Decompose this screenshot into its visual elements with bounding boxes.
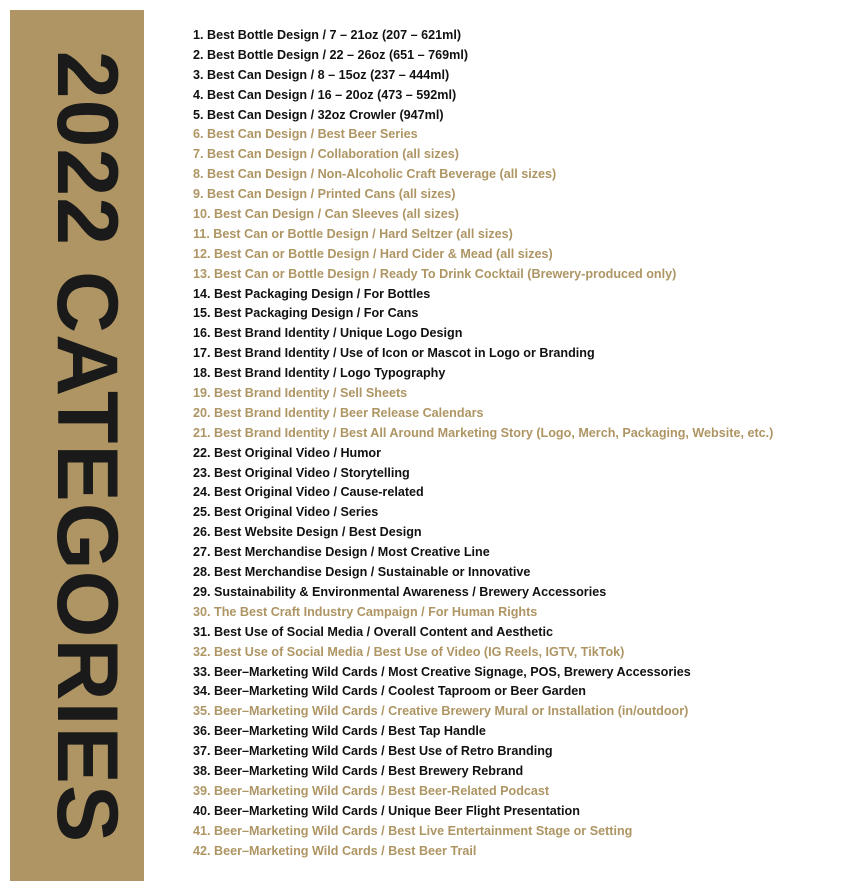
category-item: 20. Best Brand Identity / Beer Release Calendars	[193, 405, 484, 420]
category-item: 25. Best Original Video / Series	[193, 505, 379, 520]
category-item: 31. Best Use of Social Media / Overall Content and Aesthetic	[193, 624, 553, 639]
category-item: 3. Best Can Design / 8 – 15oz (237 – 444ml)	[193, 67, 450, 82]
category-item: 7. Best Can Design / Collaboration (all sizes)	[193, 147, 459, 162]
category-item: 4. Best Can Design / 16 – 20oz (473 – 592ml)	[193, 87, 457, 102]
category-item: 24. Best Original Video / Cause-related	[193, 485, 424, 500]
category-item: 29. Sustainability & Environmental Awareness / Brewery Accessories	[193, 584, 607, 599]
category-item: 27. Best Merchandise Design / Most Creative Line	[193, 545, 490, 560]
category-item: 6. Best Can Design / Best Beer Series	[193, 127, 418, 142]
category-item: 35. Beer–Marketing Wild Cards / Creative Brewery Mural or Installation (in/outdoor)	[193, 704, 689, 719]
category-item: 19. Best Brand Identity / Sell Sheets	[193, 386, 408, 401]
category-item: 42. Beer–Marketing Wild Cards / Best Beer Trail	[193, 843, 477, 858]
category-item: 36. Beer–Marketing Wild Cards / Best Tap Handle	[193, 724, 486, 739]
category-item: 18. Best Brand Identity / Logo Typography	[193, 366, 446, 381]
side-title-band	[10, 10, 144, 881]
category-item: 5. Best Can Design / 32oz Crowler (947ml)	[193, 107, 444, 122]
category-item: 41. Beer–Marketing Wild Cards / Best Live Entertainment Stage or Setting	[193, 823, 633, 838]
category-item: 30. The Best Craft Industry Campaign / For Human Rights	[193, 604, 538, 619]
category-item: 13. Best Can or Bottle Design / Ready To Drink Cocktail (Brewery-produced only)	[193, 266, 677, 281]
category-item: 26. Best Website Design / Best Design	[193, 525, 422, 540]
category-item: 38. Beer–Marketing Wild Cards / Best Brewery Rebrand	[193, 763, 524, 778]
category-item: 8. Best Can Design / Non-Alcoholic Craft Beverage (all sizes)	[193, 167, 557, 182]
category-item: 1. Best Bottle Design / 7 – 21oz (207 – 621ml)	[193, 28, 462, 42]
side-title: 2022 CATEGORIES	[39, 50, 135, 844]
category-item: 9. Best Can Design / Printed Cans (all sizes)	[193, 187, 456, 202]
category-item: 33. Beer–Marketing Wild Cards / Most Creative Signage, POS, Brewery Accessories	[193, 664, 691, 679]
category-item: 22. Best Original Video / Humor	[193, 445, 382, 460]
category-item: 16. Best Brand Identity / Unique Logo Design	[193, 326, 463, 341]
category-item: 28. Best Merchandise Design / Sustainable or Innovative	[193, 565, 531, 580]
category-item: 21. Best Brand Identity / Best All Around Marketing Story (Logo, Merch, Packaging, Website, etc.)	[193, 425, 774, 440]
category-item: 37. Beer–Marketing Wild Cards / Best Use of Retro Branding	[193, 744, 553, 759]
category-item: 32. Best Use of Social Media / Best Use of Video (IG Reels, IGTV, TikTok)	[193, 644, 625, 659]
category-list	[193, 26, 773, 861]
category-item: 15. Best Packaging Design / For Cans	[193, 306, 419, 321]
category-item: 10. Best Can Design / Can Sleeves (all sizes)	[193, 207, 459, 222]
category-item: 11. Best Can or Bottle Design / Hard Seltzer (all sizes)	[193, 226, 513, 241]
category-item: 40. Beer–Marketing Wild Cards / Unique Beer Flight Presentation	[193, 803, 580, 818]
category-item: 2. Best Bottle Design / 22 – 26oz (651 – 769ml)	[193, 47, 469, 62]
category-item: 12. Best Can or Bottle Design / Hard Cider & Mead (all sizes)	[193, 246, 553, 261]
category-item: 23. Best Original Video / Storytelling	[193, 465, 410, 480]
category-item: 39. Beer–Marketing Wild Cards / Best Beer-Related Podcast	[193, 783, 550, 798]
category-item: 17. Best Brand Identity / Use of Icon or Mascot in Logo or Branding	[193, 346, 595, 361]
category-item: 14. Best Packaging Design / For Bottles	[193, 286, 431, 301]
category-item: 34. Beer–Marketing Wild Cards / Coolest Taproom or Beer Garden	[193, 684, 586, 699]
